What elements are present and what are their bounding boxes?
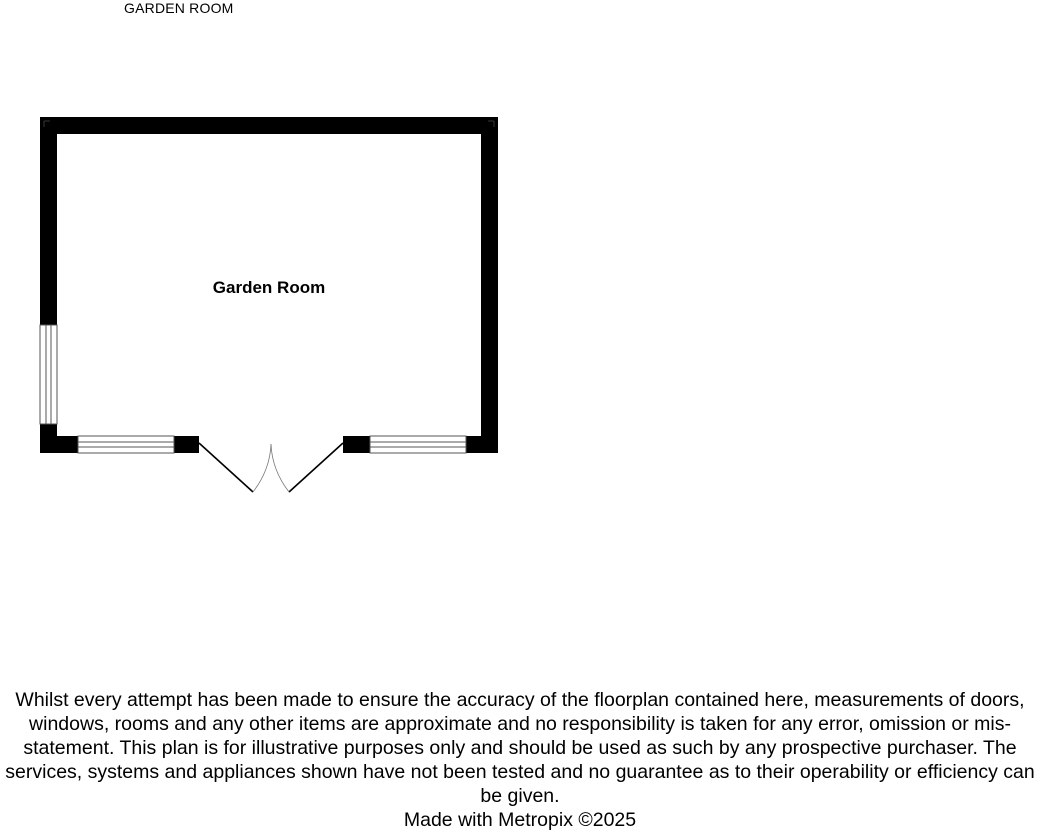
disclaimer-text: Whilst every attempt has been made to ensure the accuracy of the floorplan contained here, measurements of doors, windows, rooms and any other items are approximate and no responsibility is taken for any error, omission or mis-statement. This plan is for illustrative purposes only and should be used as such by any prospective purchaser. The services, systems and appliances shown have not been tested and no guarantee as to their operability or efficiency can be given. (5, 689, 1035, 807)
door-leaf-left (199, 443, 253, 492)
floor-heading: GARDEN ROOM (124, 0, 234, 16)
wall-bottom-right-pier (343, 436, 370, 453)
window-left-wall (40, 325, 57, 424)
wall-left-upper (40, 117, 57, 325)
double-door (199, 443, 343, 492)
room-label-garden-room: Garden Room (212, 278, 326, 297)
door-swing-right (271, 444, 289, 492)
window-bottom-right (370, 436, 466, 453)
door-leaf-right (289, 443, 343, 492)
credit-text: Made with Metropix ©2025 (403, 809, 637, 831)
door-swing-left (253, 444, 271, 492)
wall-bottom-left-pier (174, 436, 199, 453)
window-bottom-left (78, 436, 174, 453)
wall-right (481, 117, 498, 453)
wall-bottom-right-corner (466, 436, 498, 453)
wall-bottom-left-corner (40, 436, 78, 453)
wall-top (40, 117, 498, 134)
